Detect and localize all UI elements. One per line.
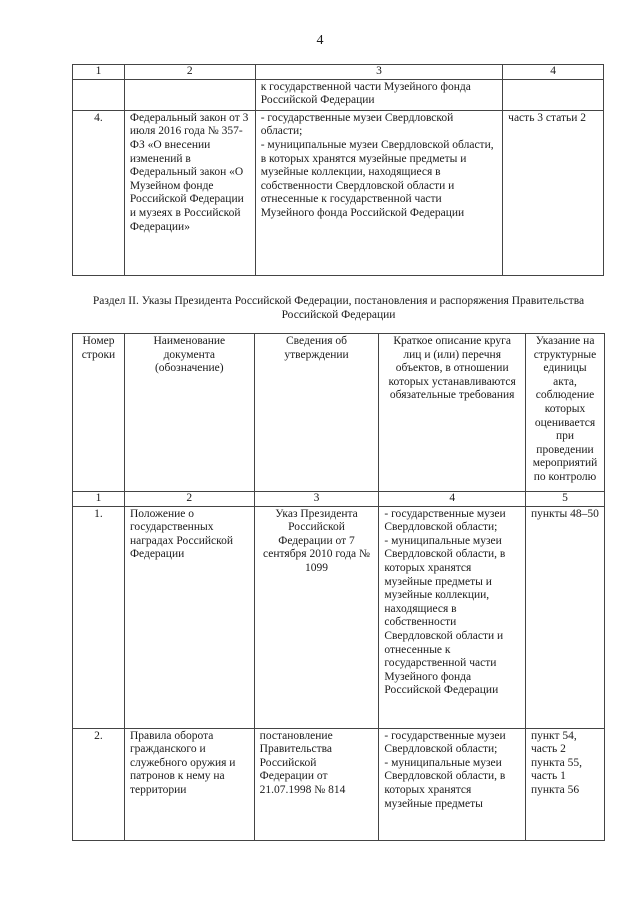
table-row bbox=[73, 110, 604, 275]
column-index-cell: 4 bbox=[379, 492, 526, 507]
header-document-name: Наименование документа (обозначение) bbox=[124, 334, 254, 492]
column-index-cell: 2 bbox=[124, 492, 254, 507]
column-index-cell: 1 bbox=[73, 492, 125, 507]
column-index-cell: 5 bbox=[526, 492, 605, 507]
column-index-row bbox=[73, 492, 605, 507]
cell-persons-continued: к государственной части Музейного фонда Российской Федерации bbox=[255, 79, 502, 110]
cell-persons: - государственные музеи Свердловской области; - муниципальные музеи Свердловской области, в которых хранятся музейные предметы и музейные коллекции, находящиеся в собственности Свердловской области и отнесенные к государственной части Музейного фонда Российской Федерации bbox=[255, 110, 502, 275]
cell-row-number: 1. bbox=[73, 506, 125, 728]
column-index-cell: 3 bbox=[254, 492, 379, 507]
page-number: 4 bbox=[316, 33, 324, 48]
table-row bbox=[73, 506, 605, 728]
cell-structural-units: пункт 54, часть 2 пункта 55, часть 1 пункта 56 bbox=[526, 728, 605, 840]
table-row bbox=[73, 728, 605, 840]
header-structural-units: Указание на структурные единицы акта, соблюдение которых оценивается при проведении мероприятий по контролю bbox=[526, 334, 605, 492]
column-index-cell: 2 bbox=[124, 65, 255, 80]
cell-document-name: Правила оборота гражданского и служебного оружия и патронов к нему на территории bbox=[124, 728, 254, 840]
cell-persons: - государственные музеи Свердловской области; - муниципальные музеи Свердловской области, в которых хранятся музейные предметы bbox=[379, 728, 526, 840]
section-title: Раздел II. Указы Президента Российской Федерации, постановления и распоряжения Правительства Российской Федерации bbox=[92, 295, 585, 321]
cell-persons: - государственные музеи Свердловской области; - муниципальные музеи Свердловской области, в которых хранятся музейные предметы и музейные коллекции, находящиеся в собственности Свердловской области и отнесенные к государственной части Музейного фонда Российской Федерации bbox=[379, 506, 526, 728]
cell-structural-units: часть 3 статьи 2 bbox=[503, 110, 604, 275]
cell-structural-units: пункты 48–50 bbox=[526, 506, 605, 728]
cell-approval: постановление Правительства Российской Федерации от 21.07.1998 № 814 bbox=[254, 728, 379, 840]
column-index-cell: 4 bbox=[503, 65, 604, 80]
cell-row-number: 4. bbox=[73, 110, 125, 275]
cell-row-number: 2. bbox=[73, 728, 125, 840]
cell-document-name: Положение о государственных наградах Российской Федерации bbox=[124, 506, 254, 728]
table-row bbox=[73, 79, 604, 110]
table-header-row bbox=[73, 334, 605, 492]
laws-table-continued bbox=[72, 64, 604, 276]
cell-document-name: Федеральный закон от 3 июля 2016 года № 357-ФЗ «О внесении изменений в Федеральный закон «О Музейном фонде Российской Федерации и музеях в Российской Федерации» bbox=[124, 110, 255, 275]
decrees-table bbox=[72, 333, 605, 841]
header-approval: Сведения об утверждении bbox=[254, 334, 379, 492]
cell-approval: Указ Президента Российской Федерации от 7 сентября 2010 года № 1099 bbox=[254, 506, 379, 728]
header-persons: Краткое описание круга лиц и (или) перечня объектов, в отношении которых устанавливаются обязательные требования bbox=[379, 334, 526, 492]
column-index-cell: 3 bbox=[255, 65, 502, 80]
column-index-cell: 1 bbox=[73, 65, 125, 80]
header-row-number: Номер строки bbox=[73, 334, 125, 492]
column-index-row bbox=[73, 65, 604, 80]
